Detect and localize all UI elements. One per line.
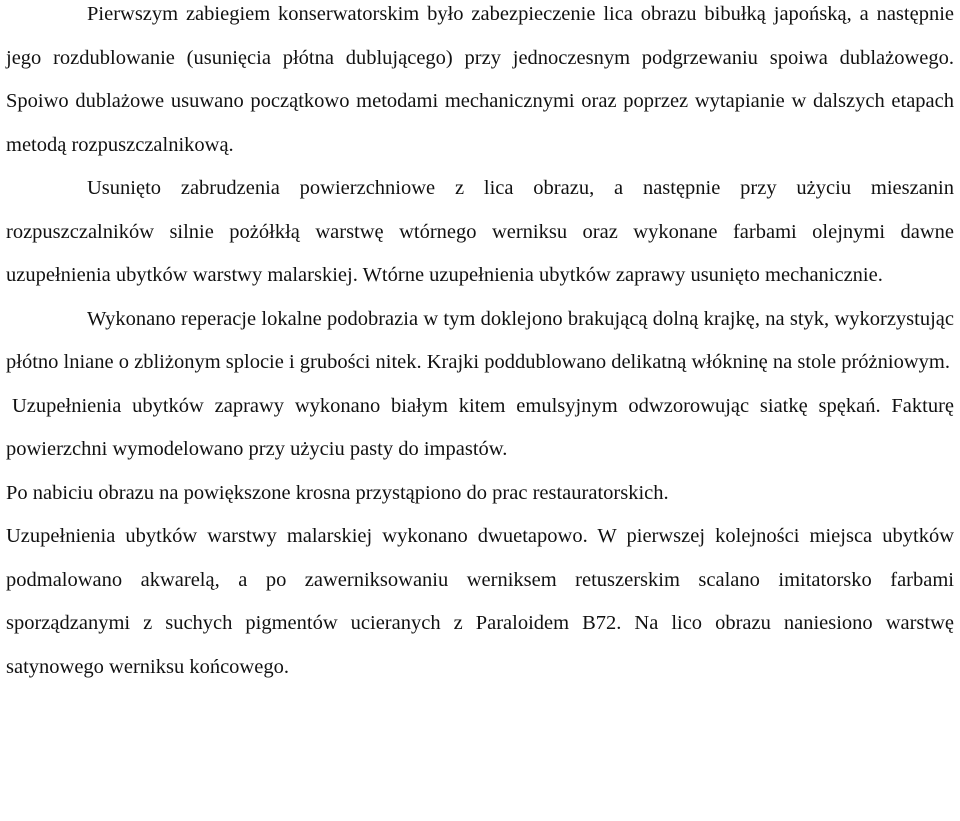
paragraph-2: Usunięto zabrudzenia powierzchniowe z lica obrazu, a następnie przy użyciu mieszanin rozpuszczalników silnie pożółkłą warstwę wtórnego werniksu oraz wykonane farbami olejnymi dawne uzupełnienia ubytków warstwy malarskiej. Wtórne uzupełnienia ubytków zaprawy usunięto mechanicznie.: [6, 177, 954, 286]
paragraph-3: Wykonano reperacje lokalne podobrazia w tym doklejono brakującą dolną krajkę, na styk, wykorzystując płótno lniane o zbliżonym splocie i grubości nitek. Krajki poddublowano delikatną włókninę na stole próżniowym.: [6, 307, 954, 373]
paragraph-4: Uzupełnienia ubytków zaprawy wykonano białym kitem emulsyjnym odwzorowując siatkę spękań. Fakturę powierzchni wymodelowano przy użyciu pasty do impastów.: [6, 394, 954, 460]
paragraph-1: Pierwszym zabiegiem konserwatorskim było zabezpieczenie lica obrazu bibułką japońską, a następnie jego rozdublowanie (usunięcia płótna dublującego) przy jednoczesnym podgrzewaniu spoiwa dublażowego. Spoiwo dublażowe usuwano początkowo metodami mechanicznymi oraz poprzez wytapianie w dalszych etapach metodą rozpuszczalnikową.: [6, 3, 954, 156]
paragraph-6: Uzupełnienia ubytków warstwy malarskiej wykonano dwuetapowo. W pierwszej kolejności miejsca ubytków podmalowano akwarelą, a po zawerniksowaniu werniksem retuszerskim scalano imitatorsko farbami sporządzanymi z suchych pigmentów ucieranych z Paraloidem B72. Na lico obrazu naniesiono warstwę satynowego werniksu końcowego.: [6, 525, 954, 678]
paragraph-5: Po nabiciu obrazu na powiększone krosna przystąpiono do prac restauratorskich.: [6, 481, 669, 504]
